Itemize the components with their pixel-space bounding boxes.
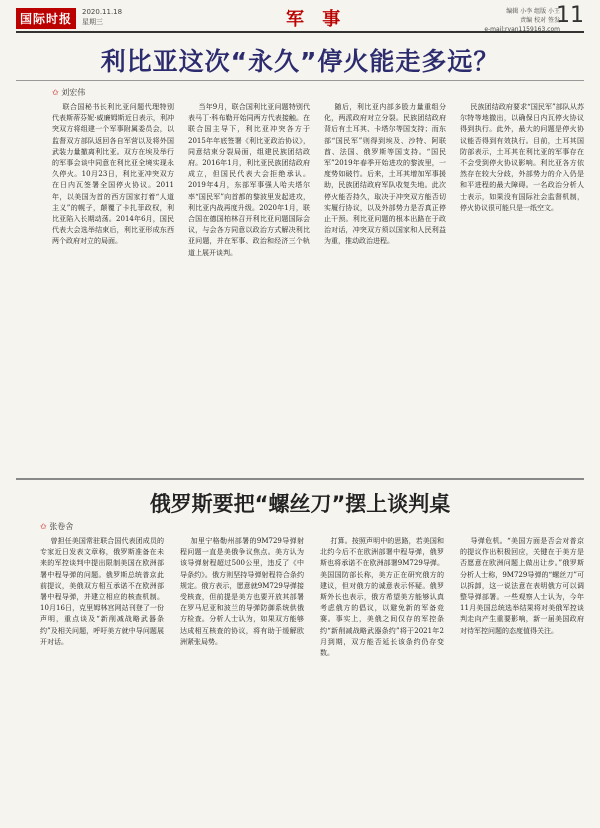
star-icon: ✩ <box>40 522 50 531</box>
article1-headline: 利比亚这次“永久”停火能走多远？ <box>100 47 500 76</box>
article2-headline: 俄罗斯要把“螺丝刀”摆上谈判桌 <box>149 492 451 516</box>
article2-column: 曾担任美国常驻联合国代表团成员的专家近日发表文章称，俄罗斯准备在未来的军控谈判中提出限制美国在欧洲部署中程导弹的问题。俄罗斯总统普京此前提议，美俄双方相互承诺不在欧洲部署中程导弹，并建立相应的核查机制。10月16日，克里姆林宫网站刊登了一份声明，重点谈及“新削减战略武器条约”及相关问题，呼吁美方就中导问题展开对话。 <box>40 537 164 646</box>
article1-column: 随后，利比亚内部多股力量重组分化，两派政府对立分裂。民族团结政府背后有土耳其、卡塔尔等国支持；而东部“国民军”则得到埃及、沙特、阿联酋、法国、俄罗斯等国支持。“国民军”2019年春季开始进攻的黎波里，一度势如破竹。后来，土耳其增加军事援助，民族团结政府军队收复失地。此次停火能否持久，取决于冲突双方能否切实履行协议，以及外部势力是否真正停止干预。利比亚问题的根本出路在于政治对话，冲突双方须以国家和人民利益为重，推动政治进程。 <box>324 103 446 246</box>
page-number: 11 <box>556 3 584 28</box>
article1-column: 民族团结政府要求“国民军”部队从苏尔特等地撤出，以确保日内瓦停火协议得到执行。此外，最大的问题是停火协议能否得到有效执行。目前，土耳其国防部表示，土耳其在利比亚的军事存在不会受到停火协议影响。利比亚各方依然存在较大分歧，外部势力的介入仍是和平进程的最大障碍。一名政治分析人士表示，如果没有国际社会监督机制，停火协议很可能只是一纸空文。 <box>460 103 584 212</box>
article2-column: 打算。按照声明中的思路，若美国和北约今后不在欧洲部署中程导弹，俄罗斯也将承诺不在欧洲部署9M729导弹。美国国防部长称，美方正在研究俄方的建议，但对俄方的诚意表示怀疑。俄罗斯外长也表示，俄方希望美方能够认真考虑俄方的倡议，以避免新的军备竞赛。事实上，美俄之间仅存的军控条约“新削减战略武器条约”将于2021年2月到期，双方能否延长该条约仍存变数。 <box>320 537 444 658</box>
masthead <box>16 5 584 33</box>
section-title: 军 事 <box>286 9 347 30</box>
article1-column: 联合国秘书长利比亚问题代理特别代表斯蒂芬妮·威廉姆斯近日表示，利冲突双方将组建一个军事附属委员会，以监督双方部队返回各自军营以及将外国武装力量撤离利比亚。双方在埃及举行的军事会谈中同意在利比亚全境实现永久停火。10月23日，利比亚冲突双方在日内瓦签署全国停火协议。2011年，以美国为首的西方国家打着“人道主义”的幌子，颠覆了卡扎菲政权，利比亚陷入长期动荡。2014年6月，国民代表大会选举结束后，利比亚形成东西两个政府对立的局面。 <box>52 103 174 246</box>
article1-column: 当年9月，联合国利比亚问题特别代表马丁·科布勒开始同两方代表接触。在联合国主导下，利比亚冲突各方于2015年年底签署《利比亚政治协议》，同意结束分裂局面，组建民族团结政府。2016年1月，利比亚民族团结政府成立，但国民代表大会拒绝承认。2019年4月，东部军事强人哈夫塔尔率“国民军”向首都的黎波里发起进攻，利比亚内战再度升级。2020年1月，联合国在德国柏林召开利比亚问题国际会议，与会各方同意以政治方式解决利比亚问题，并在军事、政治和经济三个轨道上展开谈判。 <box>188 103 310 257</box>
newspaper-logo: 国际时报 <box>16 8 76 29</box>
editor-line: 编辑 小李 组版 小王 <box>506 8 560 15</box>
issue-weekday: 星期三 <box>82 18 103 26</box>
article2-column: 导弹危机。“美国方面是否会对普京的提议作出积极回应，关键在于美方是否愿意在欧洲问题上做出让步。”俄罗斯分析人士称，9M729导弹的“螺丝刀”可以拆卸，这一说法意在表明俄方可以调整导弹部署。一些观察人士认为，今年11月美国总统选举结果将对美俄军控谈判走向产生重要影响，新一届美国政府对待军控问题的态度值得关注。 <box>460 537 584 635</box>
editor-line: 责编 校对 签发 <box>520 17 560 24</box>
editor-credits <box>484 7 560 34</box>
article1-byline <box>52 87 85 98</box>
article1-author: 刘宏伟 <box>61 88 86 97</box>
article1-body <box>52 102 584 472</box>
issue-meta <box>82 7 122 27</box>
article2-body <box>40 536 584 822</box>
editor-email: e-mail:ryan1159163.com <box>484 26 560 33</box>
star-icon: ✩ <box>52 88 62 97</box>
article2-column: 加里宁格勒州部署的9M729导弹射程问题一直是美俄争议焦点。美方认为该导弹射程超过500公里，违反了《中导条约》。俄方则坚持导弹射程符合条约规定。俄方表示，愿意就9M729导弹接受核查，但前提是美方也要开放其部署在罗马尼亚和波兰的导弹防御系统供俄方检查。分析人士认为，如果双方能够达成相互核查的协议，将有助于缓解欧洲紧张局势。 <box>180 537 304 646</box>
divider <box>16 80 584 81</box>
article2-byline <box>40 521 73 532</box>
section-divider <box>16 478 584 480</box>
issue-date: 2020.11.18 <box>82 8 123 16</box>
article2-author: 张卷舍 <box>49 522 74 531</box>
